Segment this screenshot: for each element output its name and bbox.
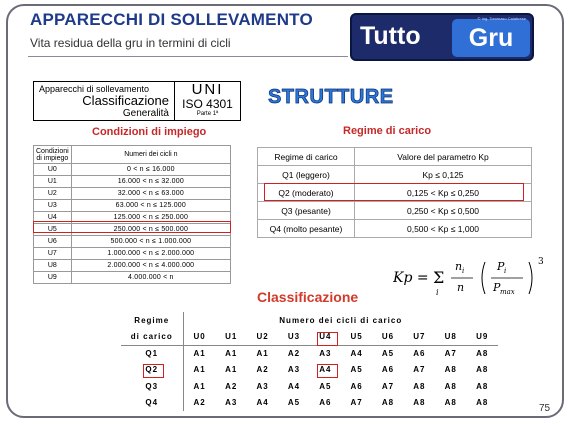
cls-cell: A5 xyxy=(287,398,301,408)
conditions-row xyxy=(34,188,231,200)
norm-line2: Classificazione xyxy=(82,93,169,108)
condition-class: U3 xyxy=(34,200,72,212)
cls-title-row xyxy=(121,312,498,329)
formula-n: n xyxy=(457,281,465,294)
norm-line1: Apparecchi di sollevamento xyxy=(39,84,150,94)
condition-cycles: 250.000 < n ≤ 500.000 xyxy=(71,224,230,236)
cls-col-header: U6 xyxy=(372,329,403,346)
conditions-row xyxy=(34,176,231,188)
cls-col-header: U3 xyxy=(278,329,309,346)
cls-col-header: U4 xyxy=(310,329,341,346)
condition-cycles: 2.000.000 < n ≤ 4.000.000 xyxy=(71,260,230,272)
cls-cell: A8 xyxy=(413,398,426,408)
cls-cell: A8 xyxy=(476,365,489,375)
norm-line3: Generalità xyxy=(122,108,169,119)
regime-header-class: Regime di carico xyxy=(258,148,355,166)
condition-cycles: 63.000 < n ≤ 125.000 xyxy=(71,200,230,212)
cls-cell: A6 xyxy=(350,381,363,391)
cls-cell: A3 xyxy=(256,381,269,391)
cls-cell: A2 xyxy=(287,349,301,358)
regime-kp-range: 0,500 < Kp ≤ 1,000 xyxy=(355,220,532,238)
regime-row xyxy=(258,220,532,238)
cls-regime-label: Regime xyxy=(121,312,183,329)
conditions-table xyxy=(33,145,231,284)
classification-table xyxy=(121,312,498,411)
conditions-row xyxy=(34,248,231,260)
logo-word-gru: Gru xyxy=(452,19,530,57)
formula-sum: Σ xyxy=(433,268,445,287)
kp-formula xyxy=(393,254,553,304)
cls-cell: A8 xyxy=(381,398,395,408)
cls-column-title: Numero dei cicli di carico xyxy=(279,315,403,325)
logo-word-tutto: Tutto xyxy=(360,22,421,50)
conditions-row xyxy=(34,260,231,272)
norm-iso: ISO 4301 xyxy=(182,97,233,111)
q2-highlight-box xyxy=(264,183,524,201)
formula-pi-sub: i xyxy=(504,267,507,275)
cls-cell: A2 xyxy=(256,365,269,375)
cls-cell: A1 xyxy=(256,349,269,358)
cls-cell: A5 xyxy=(350,365,363,375)
cls-regime-label-2: di carico xyxy=(121,329,183,346)
condition-class: U8 xyxy=(34,260,72,272)
formula-pmax-sub: max xyxy=(500,288,515,296)
cls-row-label: Q2 xyxy=(121,362,183,379)
condition-class: U2 xyxy=(34,188,72,200)
norm-description xyxy=(34,82,175,120)
formula-lhs: Kp = xyxy=(393,270,429,286)
regime-title: Regime di carico xyxy=(343,125,432,137)
conditions-row xyxy=(34,236,231,248)
cls-u4-col-box xyxy=(317,332,338,346)
cls-cell: A7 xyxy=(444,349,457,358)
condition-class: U6 xyxy=(34,236,72,248)
cls-cell: A4 xyxy=(319,365,332,375)
cls-cell: A8 xyxy=(413,381,426,391)
cls-col-header: U2 xyxy=(247,329,278,346)
cls-col-header: U0 xyxy=(183,329,216,346)
cls-a4-cell-box xyxy=(317,364,338,378)
condition-cycles: 0 < n ≤ 16.000 xyxy=(71,164,230,176)
conditions-header-class: Condizioni di impiego xyxy=(34,146,72,164)
cls-cell: A2 xyxy=(225,381,238,391)
condition-class: U9 xyxy=(34,272,72,284)
cls-cell: A6 xyxy=(413,349,426,358)
regime-class: Q2 (moderato) xyxy=(258,184,355,202)
condition-cycles: 4.000.000 < n xyxy=(71,272,230,284)
cls-row xyxy=(121,378,498,395)
cls-cell: A8 xyxy=(476,398,489,408)
cls-row xyxy=(121,345,498,362)
regime-kp-range: 0,125 < Kp ≤ 0,250 xyxy=(355,184,532,202)
cls-cell: A8 xyxy=(476,381,489,391)
formula-exponent: 3 xyxy=(538,257,544,267)
condition-class: U7 xyxy=(34,248,72,260)
regime-header-kp: Valore del parametro Kp xyxy=(355,148,532,166)
cls-cell: A2 xyxy=(193,398,206,408)
formula-pmax: P xyxy=(493,281,501,294)
cls-cell: A7 xyxy=(381,381,395,391)
cls-cell: A4 xyxy=(256,398,269,408)
norm-uni: UNI xyxy=(191,81,224,98)
cls-row-label: Q4 xyxy=(121,395,183,412)
condition-class: U0 xyxy=(34,164,72,176)
cls-cell: A7 xyxy=(413,365,426,375)
cls-cell: A3 xyxy=(287,365,301,375)
norm-code xyxy=(175,82,240,120)
cls-cell: A1 xyxy=(193,365,206,375)
condition-cycles: 125.000 < n ≤ 250.000 xyxy=(71,212,230,224)
regime-class: Q4 (molto pesante) xyxy=(258,220,355,238)
cls-col-header: U7 xyxy=(404,329,435,346)
cls-col-header: U8 xyxy=(435,329,466,346)
cls-col-header: U5 xyxy=(341,329,372,346)
cls-cell: A8 xyxy=(444,398,457,408)
logo-tagline: © Ing. Tommaso Calabrese xyxy=(477,16,526,21)
slide-subtitle: Vita residua della gru in termini di cicli xyxy=(30,36,231,50)
condition-class: U1 xyxy=(34,176,72,188)
formula-sum-index: i xyxy=(436,288,439,297)
slide-title: APPARECCHI DI SOLLEVAMENTO xyxy=(30,10,313,29)
cls-cell: A8 xyxy=(444,381,457,391)
condition-cycles: 500.000 < n ≤ 1.000.000 xyxy=(71,236,230,248)
cls-col-header: U1 xyxy=(216,329,247,346)
conditions-header-row xyxy=(34,146,231,164)
title-divider xyxy=(28,56,348,57)
section-heading-strutture: STRUTTURE xyxy=(268,86,394,108)
regime-row xyxy=(258,166,532,184)
cls-cell: A1 xyxy=(225,349,238,358)
formula-ni-sub: i xyxy=(462,267,465,275)
conditions-title: Condizioni di impiego xyxy=(92,126,207,138)
condition-cycles: 1.000.000 < n ≤ 2.000.000 xyxy=(71,248,230,260)
cls-cell: A4 xyxy=(287,381,301,391)
u4-highlight-box xyxy=(33,221,231,233)
regime-row xyxy=(258,202,532,220)
cls-cell: A8 xyxy=(476,349,489,358)
cls-row-label: Q3 xyxy=(121,378,183,395)
cls-cell: A3 xyxy=(319,349,332,358)
cls-cell: A4 xyxy=(350,349,363,358)
cls-cell: A6 xyxy=(381,365,395,375)
cls-col-header: U9 xyxy=(466,329,498,346)
cls-cell: A7 xyxy=(350,398,363,408)
cls-cell: A6 xyxy=(319,398,332,408)
cls-cell: A5 xyxy=(319,381,332,391)
cls-cell: A1 xyxy=(225,365,238,375)
cls-cell: A1 xyxy=(193,349,206,358)
formula-pi: P xyxy=(497,260,505,273)
condition-cycles: 16.000 < n ≤ 32.000 xyxy=(71,176,230,188)
cls-q2-row-box xyxy=(143,364,164,378)
regime-class: Q1 (leggero) xyxy=(258,166,355,184)
conditions-header-cycles: Numeri dei cicli n xyxy=(71,146,230,164)
cls-row xyxy=(121,362,498,379)
page-number: 75 xyxy=(539,403,551,414)
cls-cell: A5 xyxy=(381,349,395,358)
conditions-row xyxy=(34,272,231,284)
formula-ni: n xyxy=(455,260,463,273)
condition-class: U5 xyxy=(34,224,72,236)
norm-parte: Parte 1ª xyxy=(196,111,219,117)
norm-reference-box xyxy=(33,81,241,121)
regime-kp-range: 0,250 < Kp ≤ 0,500 xyxy=(355,202,532,220)
regime-header-row xyxy=(258,148,532,166)
regime-class: Q3 (pesante) xyxy=(258,202,355,220)
conditions-row xyxy=(34,200,231,212)
cls-cell: A1 xyxy=(193,381,206,391)
classification-title: Classificazione xyxy=(257,289,359,305)
cls-row-label: Q1 xyxy=(121,345,183,362)
tuttogru-logo xyxy=(350,13,534,61)
cls-cell: A8 xyxy=(444,365,457,375)
regime-kp-range: Kp ≤ 0,125 xyxy=(355,166,532,184)
conditions-row xyxy=(34,164,231,176)
cls-cell: A3 xyxy=(225,398,238,408)
condition-class: U4 xyxy=(34,212,72,224)
condition-cycles: 32.000 < n ≤ 63.000 xyxy=(71,188,230,200)
cls-columns-row xyxy=(121,329,498,346)
cls-row xyxy=(121,395,498,412)
